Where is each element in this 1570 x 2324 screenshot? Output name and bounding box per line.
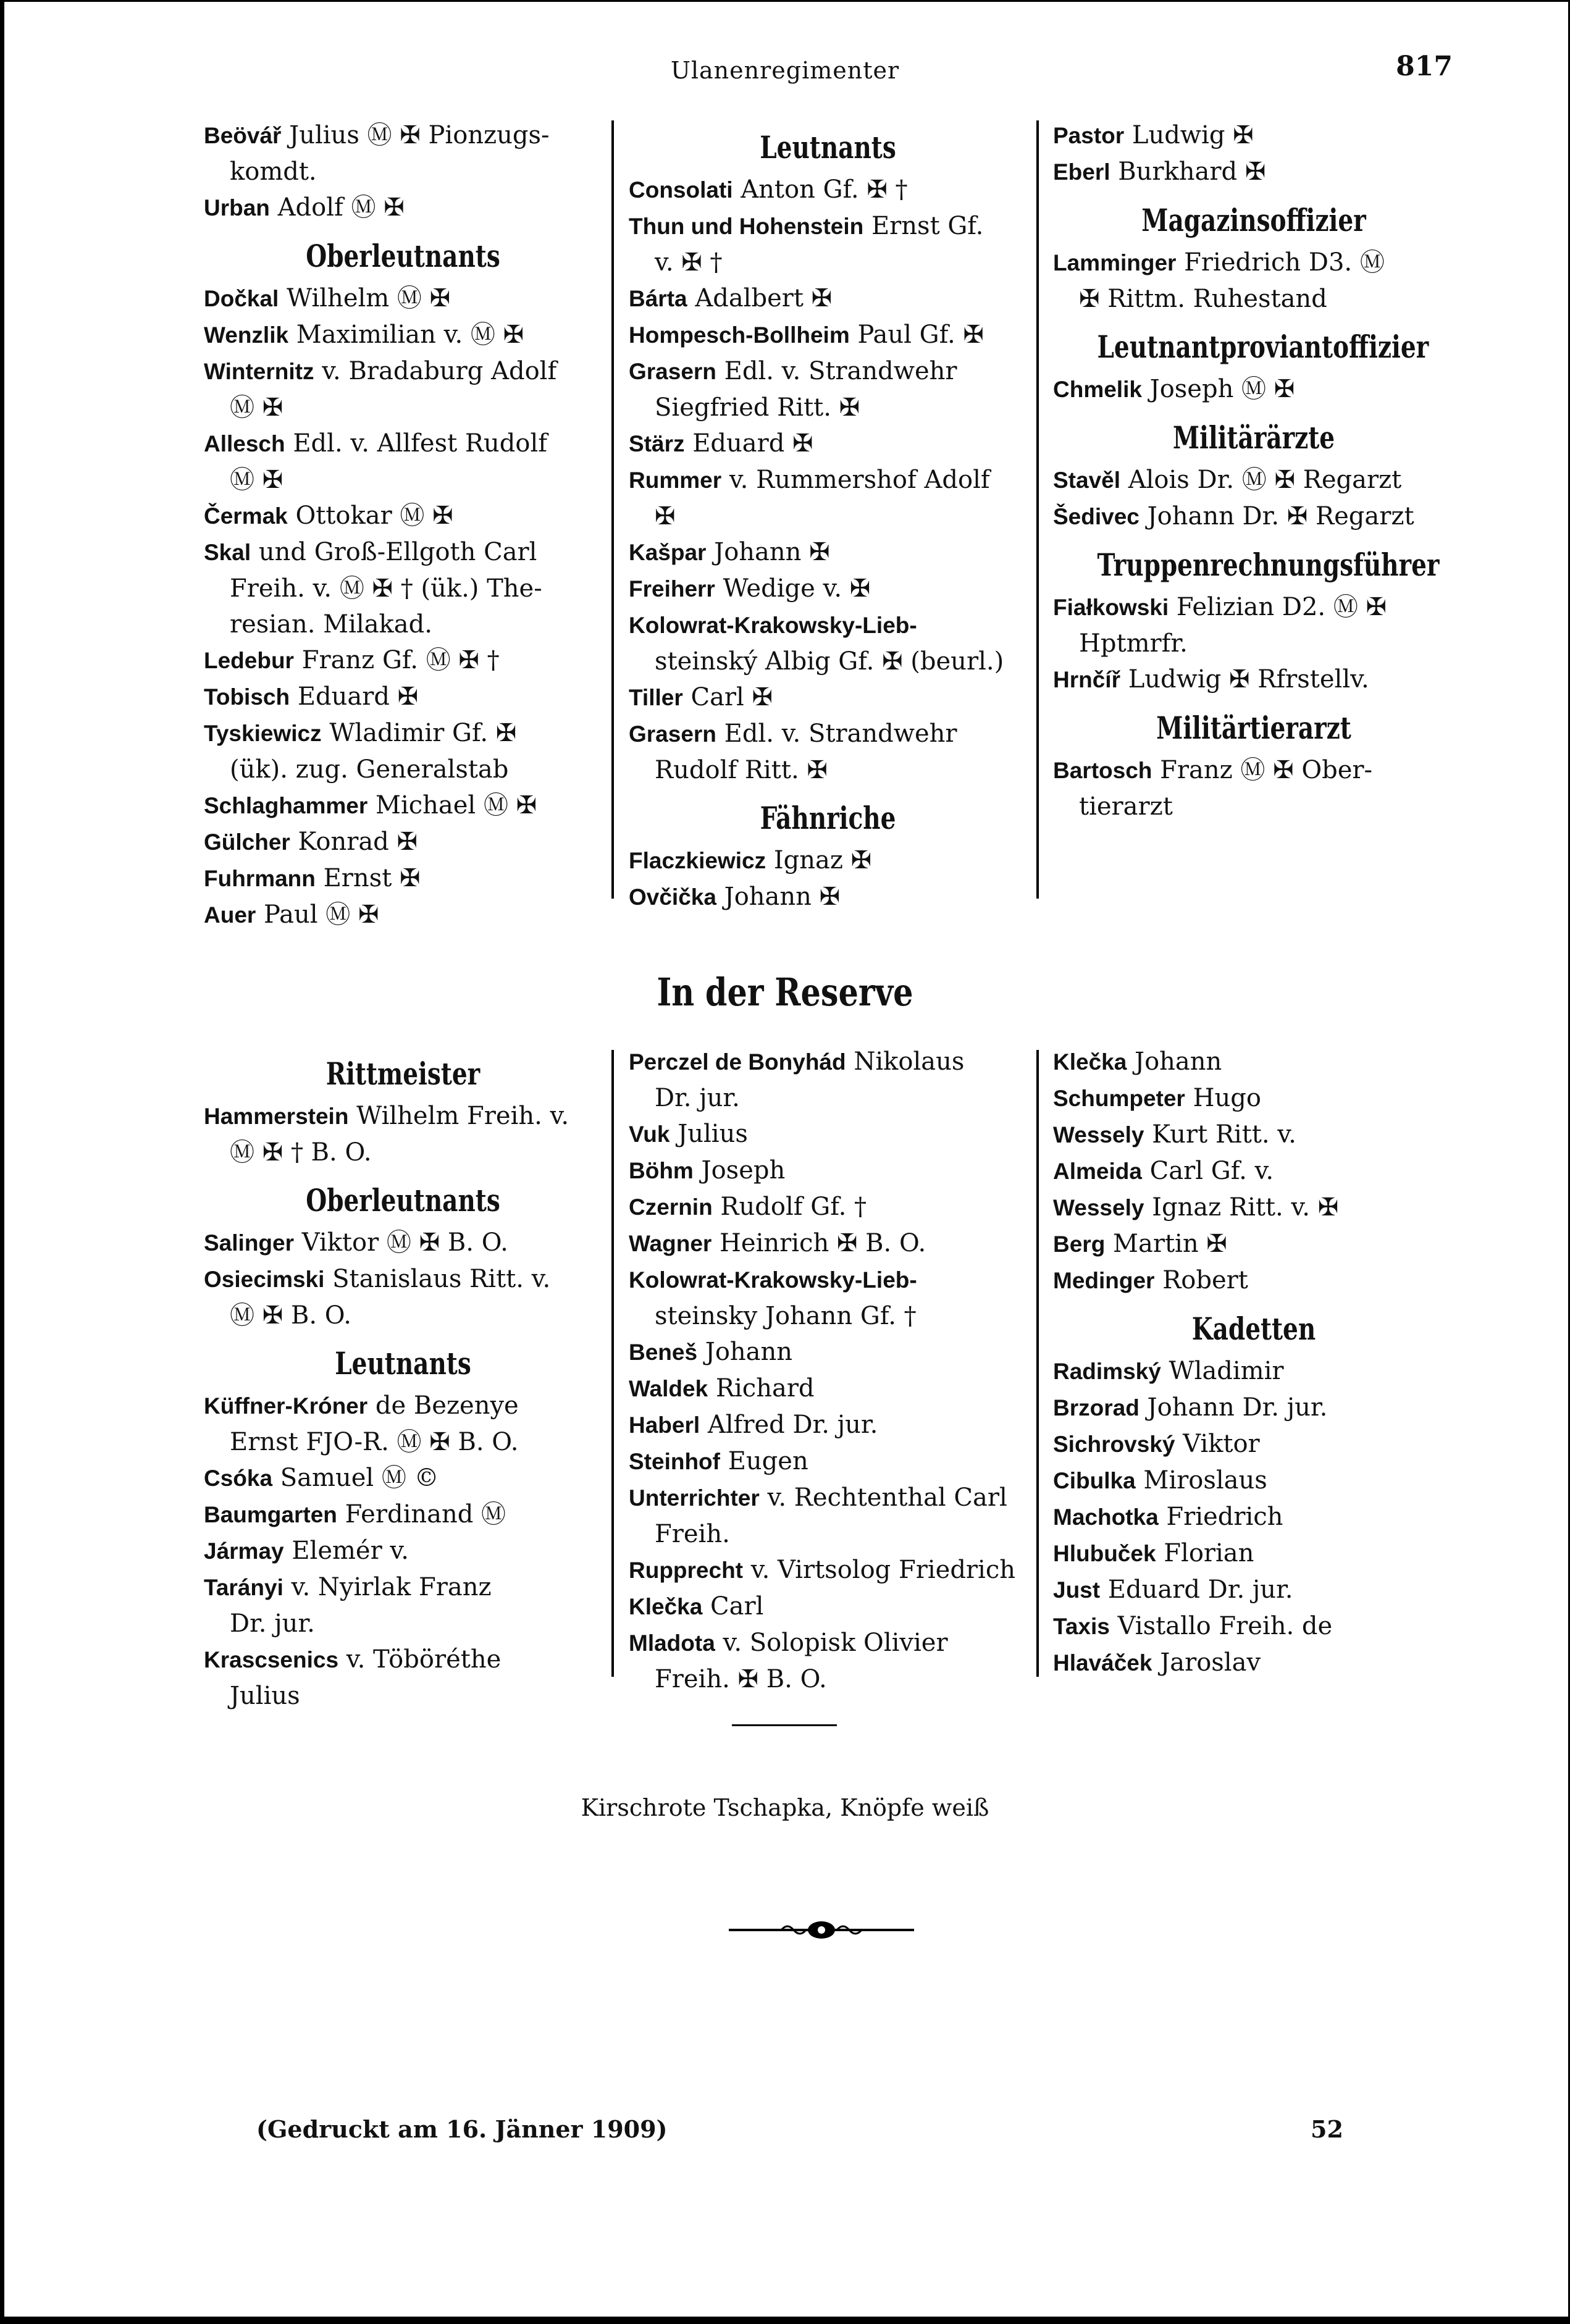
officer-entry (1053, 1117, 1455, 1153)
entry-continuation: v. ✠ † (655, 248, 723, 277)
column-divider (611, 120, 614, 899)
officer-entry (629, 426, 1027, 462)
section-heading: Fähnriche (760, 800, 896, 836)
officer-details: Ernst ✠ (323, 864, 421, 892)
officer-details: Johann Dr. ✠ Regarzt (1147, 502, 1414, 531)
officer-details: Julius Ⓜ ✠ Pionzugs- (289, 121, 550, 149)
top-column-3 (1053, 117, 1455, 824)
entry-continuation: Ⓜ ✠ B. O. (230, 1301, 351, 1330)
officer-surname: Czernin (629, 1194, 713, 1220)
officer-entry (1053, 1499, 1455, 1535)
officer-surname: Schumpeter (1053, 1086, 1185, 1111)
officer-surname: Brzorad (1053, 1395, 1140, 1420)
officer-surname: Vuk (629, 1122, 670, 1147)
officer-surname: Böhm (629, 1158, 694, 1183)
officer-surname: Flaczkiewicz (629, 848, 766, 873)
entry-continuation: ✠ Rittm. Ruhestand (1079, 285, 1327, 313)
officer-details: Anton Gf. ✠ † (741, 175, 908, 204)
officer-details: Julius (678, 1120, 748, 1148)
officer-details: Franz Gf. Ⓜ ✠ † (301, 646, 500, 674)
officer-entry (1053, 245, 1455, 317)
officer-surname: Machotka (1053, 1504, 1159, 1530)
officer-entry (629, 172, 1027, 208)
officer-details: Wilhelm Freih. v. (356, 1102, 569, 1130)
officer-surname: Pastor (1053, 123, 1125, 148)
officer-details: Hugo (1193, 1084, 1261, 1112)
officer-details: Stanislaus Ritt. v. (332, 1265, 551, 1293)
section-heading: Oberleutnants (306, 238, 500, 274)
officer-entry (204, 606, 602, 642)
officer-details: Robert (1162, 1266, 1248, 1294)
officer-entry (204, 1569, 602, 1642)
entry-continuation: (ük). zug. Generalstab (230, 755, 509, 784)
entry-continuation: Dr. jur. (655, 1084, 740, 1112)
officer-details: Johann (1135, 1047, 1222, 1076)
officer-surname: Hammerstein (204, 1104, 349, 1129)
officer-entry (204, 1261, 602, 1333)
column-divider (1036, 1050, 1039, 1677)
reserve-column-1 (204, 1044, 602, 1714)
officer-entry (1053, 371, 1455, 408)
officer-entry (1053, 752, 1455, 824)
officer-entry (629, 280, 1027, 317)
officer-entry (629, 1588, 1027, 1625)
officer-entry (204, 860, 602, 897)
entry-continuation: Ⓜ ✠ (230, 466, 283, 494)
officer-surname: Wagner (629, 1231, 712, 1256)
officer-surname: Stavěl (1053, 468, 1121, 493)
entry-continuation: Julius (230, 1682, 300, 1710)
column-divider (611, 1050, 614, 1677)
officer-details: Nikolaus (854, 1047, 965, 1076)
officer-surname: Haberl (629, 1412, 700, 1438)
officer-details: Ludwig ✠ (1131, 121, 1254, 149)
officer-surname: Sichrovský (1053, 1432, 1175, 1457)
officer-surname: Tyskiewicz (204, 721, 322, 746)
uniform-note: Kirschrote Tschapka, Knöpfe weiß (581, 1794, 989, 1821)
reserve-column-3 (1053, 1044, 1455, 1681)
officer-details: Vistallo Freih. de (1117, 1612, 1333, 1640)
section-heading: Magazinsoffizier (1141, 202, 1366, 238)
officer-details: Eduard ✠ (692, 429, 813, 458)
officer-surname: Consolati (629, 177, 733, 203)
officer-entry (204, 498, 602, 534)
officer-entry (1053, 1572, 1455, 1608)
officer-surname: Tiller (629, 685, 683, 710)
officer-entry (204, 1388, 602, 1460)
officer-entry (1053, 498, 1455, 535)
officer-details: Edl. v. Allfest Rudolf (293, 429, 548, 458)
officer-entry (629, 571, 1027, 607)
top-column-2 (629, 117, 1027, 915)
section-heading: Rittmeister (325, 1055, 481, 1092)
officer-surname: Medinger (1053, 1268, 1155, 1293)
officer-surname: Steinhof (629, 1449, 720, 1474)
running-header-title: Ulanenregimenter (670, 57, 900, 84)
officer-details: Eugen (728, 1447, 808, 1475)
officer-entry (1053, 1426, 1455, 1462)
officer-details: Maximilian v. Ⓜ ✠ (296, 321, 524, 349)
officer-details: Paul Gf. ✠ (857, 321, 984, 349)
officer-details: Edl. v. Strandwehr (724, 719, 957, 748)
officer-surname: Dočkal (204, 286, 279, 311)
entry-continuation: Freih. ✠ B. O. (655, 1665, 827, 1693)
officer-surname: Freiherr (629, 576, 715, 602)
officer-surname: Kolowrat-Krakowsky-Lieb- (629, 613, 917, 638)
officer-surname: Beneš (629, 1340, 698, 1365)
officer-entry (1053, 1153, 1455, 1189)
officer-details: Michael Ⓜ ✠ (376, 791, 537, 820)
officer-details: Joseph Ⓜ ✠ (1149, 375, 1295, 403)
officer-entry (204, 787, 602, 824)
officer-details: Felizian D2. Ⓜ ✠ (1176, 593, 1387, 621)
officer-details: Burkhard ✠ (1118, 157, 1266, 186)
officer-details: Ferdinand Ⓜ (345, 1500, 506, 1529)
officer-entry (629, 1552, 1027, 1588)
officer-surname: Berg (1053, 1231, 1106, 1257)
officer-surname: Schlaghammer (204, 793, 368, 818)
officer-surname: Salinger (204, 1230, 294, 1256)
officer-details: Kurt Ritt. v. (1152, 1120, 1296, 1149)
officer-surname: Jármay (204, 1538, 284, 1564)
officer-details: Carl (710, 1592, 764, 1621)
officer-surname: Grasern (629, 359, 716, 384)
officer-entry (629, 607, 1027, 679)
entry-continuation: Ⓜ ✠ † B. O. (230, 1138, 372, 1167)
officer-entry (204, 1460, 602, 1496)
officer-surname: Fiałkowski (1053, 595, 1169, 620)
officer-surname: Küffner-Króner (204, 1393, 368, 1419)
officer-entry (204, 897, 602, 933)
officer-entry (1053, 1462, 1455, 1499)
officer-surname: Hlaváček (1053, 1650, 1152, 1676)
officer-details: Florian (1164, 1539, 1254, 1567)
officer-entry (204, 1225, 602, 1261)
officer-surname: Just (1053, 1577, 1101, 1603)
entry-continuation: Freih. v. Ⓜ ✠ † (ük.) The- (230, 574, 542, 603)
officer-entry (1053, 1189, 1455, 1226)
officer-surname: Klečka (1053, 1049, 1127, 1075)
officer-details: Ernst Gf. (871, 212, 984, 240)
entry-continuation: Dr. jur. (230, 1609, 315, 1638)
officer-entry (204, 1642, 602, 1714)
officer-entry (204, 280, 602, 317)
officer-entry (204, 642, 602, 679)
section-heading: Truppenrechnungsführer (1097, 547, 1440, 583)
officer-entry (1053, 1044, 1455, 1080)
officer-surname: Almeida (1053, 1159, 1142, 1184)
reserve-column-2 (629, 1044, 1027, 1697)
officer-details: Carl Gf. v. (1149, 1157, 1274, 1185)
officer-entry (629, 1262, 1027, 1334)
officer-details: Ottokar Ⓜ ✠ (295, 501, 453, 530)
officer-surname: Grasern (629, 721, 716, 747)
officer-details: Rudolf Gf. † (720, 1193, 867, 1221)
officer-entry (629, 1334, 1027, 1370)
ornament-divider-icon (723, 1918, 920, 1942)
officer-entry (204, 1533, 602, 1569)
officer-entry (1053, 154, 1455, 190)
officer-details: Edl. v. Strandwehr (724, 357, 957, 385)
sheet-signature: 52 (1311, 2115, 1343, 2143)
officer-details: und Groß-Ellgoth Carl (258, 538, 537, 566)
section-heading: Militärtierarzt (1156, 710, 1351, 746)
officer-details: Samuel Ⓜ © (280, 1464, 439, 1492)
officer-details: Joseph (701, 1156, 786, 1185)
section-heading: Leutnants (335, 1345, 471, 1382)
officer-entry (1053, 1353, 1455, 1390)
officer-entry (204, 190, 602, 226)
officer-entry (629, 716, 1027, 788)
officer-entry (629, 1116, 1027, 1152)
entry-continuation: Siegfried Ritt. ✠ (655, 393, 860, 422)
officer-entry (629, 208, 1027, 280)
officer-surname: Tarányi (204, 1575, 283, 1600)
officer-surname: Tobisch (204, 684, 290, 710)
section-heading: Kadetten (1191, 1311, 1316, 1347)
officer-details: Wedige v. ✠ (723, 574, 871, 603)
officer-entry (204, 426, 602, 498)
officer-surname: Lamminger (1053, 250, 1177, 275)
entry-continuation: steinský Albig Gf. ✠ (beurl.) (655, 647, 1004, 676)
officer-details: Wladimir Gf. ✠ (329, 719, 517, 747)
officer-details: Alfred Dr. jur. (707, 1411, 878, 1439)
officer-details: Franz Ⓜ ✠ Ober- (1160, 756, 1373, 784)
officer-entry (629, 842, 1027, 879)
officer-surname: Winternitz (204, 359, 314, 384)
officer-entry (1053, 1608, 1455, 1645)
officer-entry (1053, 1080, 1455, 1117)
officer-entry (629, 462, 1027, 534)
officer-surname: Unterrichter (629, 1485, 760, 1511)
officer-entry (629, 353, 1027, 426)
officer-details: v. Rechtenthal Carl (767, 1483, 1007, 1512)
entry-continuation: Hptmrfr. (1079, 629, 1188, 658)
officer-details: Miroslaus (1143, 1466, 1267, 1495)
officer-surname: Perczel de Bonyhád (629, 1049, 846, 1075)
officer-entry (1053, 1535, 1455, 1572)
officer-surname: Rummer (629, 468, 722, 493)
officer-details: Ludwig ✠ Rfrstellv. (1128, 665, 1369, 694)
section-heading: Leutnants (760, 129, 896, 166)
reserve-heading: In der Reserve (657, 970, 913, 1015)
officer-entry (629, 879, 1027, 915)
officer-details: Martin ✠ (1113, 1230, 1227, 1258)
entry-continuation: tierarzt (1079, 792, 1173, 821)
officer-surname: Skal (204, 540, 251, 565)
officer-surname: Wessely (1053, 1122, 1144, 1147)
officer-details: Johann ✠ (724, 883, 841, 911)
print-date: (Gedruckt am 16. Jänner 1909) (256, 2115, 668, 2143)
officer-entry (1053, 462, 1455, 498)
officer-surname: Klečka (629, 1594, 703, 1619)
officer-entry (629, 1189, 1027, 1225)
officer-details: Viktor (1183, 1430, 1260, 1458)
officer-details: Alois Dr. Ⓜ ✠ Regarzt (1128, 466, 1402, 494)
officer-entry (204, 317, 602, 353)
column-divider (1036, 120, 1039, 899)
officer-entry (629, 317, 1027, 353)
officer-details: Wladimir (1169, 1357, 1284, 1385)
officer-surname: Waldek (629, 1376, 708, 1401)
officer-entry (204, 679, 602, 715)
officer-surname: Allesch (204, 431, 285, 456)
officer-surname: Thun und Hohenstein (629, 214, 864, 239)
officer-details: Adalbert ✠ (695, 284, 833, 313)
officer-surname: Osiecimski (204, 1267, 325, 1292)
officer-details: v. Rummershof Adolf (729, 466, 990, 494)
officer-surname: Stärz (629, 431, 685, 456)
officer-entry (629, 1407, 1027, 1443)
officer-details: v. Virtsolog Friedrich (750, 1556, 1015, 1584)
officer-surname: Radimský (1053, 1359, 1161, 1384)
page-number: 817 (1396, 51, 1453, 82)
officer-surname: Kašpar (629, 540, 707, 565)
officer-entry (204, 715, 602, 787)
officer-surname: Cibulka (1053, 1468, 1136, 1493)
officer-surname: Taxis (1053, 1614, 1110, 1639)
officer-surname: Kolowrat-Krakowsky-Lieb- (629, 1267, 917, 1293)
officer-details: v. Nyirlak Franz (291, 1573, 492, 1601)
officer-surname: Bartosch (1053, 758, 1152, 783)
officer-surname: Wessely (1053, 1195, 1144, 1220)
officer-details: Wilhelm Ⓜ ✠ (287, 284, 451, 313)
officer-entry (1053, 117, 1455, 154)
officer-details: Konrad ✠ (298, 828, 418, 856)
officer-surname: Ovčička (629, 884, 716, 910)
officer-surname: Hrnčíř (1053, 667, 1120, 692)
officer-entry (1053, 1645, 1455, 1681)
officer-surname: Wenzlik (204, 322, 289, 348)
officer-details: Viktor Ⓜ ✠ B. O. (301, 1228, 508, 1257)
officer-details: Johann Dr. jur. (1147, 1393, 1328, 1422)
officer-details: Elemér v. (292, 1537, 409, 1565)
officer-surname: Csóka (204, 1466, 273, 1491)
entry-continuation: Ernst FJO-R. Ⓜ ✠ B. O. (230, 1428, 519, 1456)
officer-surname: Hompesch-Bollheim (629, 322, 850, 348)
officer-surname: Bárta (629, 286, 687, 311)
officer-entry (1053, 1262, 1455, 1299)
top-column-1 (204, 117, 602, 933)
officer-entry (204, 1098, 602, 1170)
officer-details: Ignaz ✠ (773, 846, 872, 875)
officer-entry (629, 534, 1027, 571)
officer-surname: Hlubuček (1053, 1541, 1156, 1566)
section-heading: Militärärzte (1172, 419, 1335, 456)
officer-details: Jaroslav (1160, 1648, 1261, 1677)
officer-details: v. Bradaburg Adolf (322, 357, 557, 385)
officer-surname: Chmelik (1053, 377, 1142, 402)
officer-entry (1053, 661, 1455, 698)
officer-details: de Bezenye (375, 1391, 519, 1420)
officer-surname: Eberl (1053, 159, 1110, 185)
officer-details: Eduard Dr. jur. (1107, 1575, 1293, 1604)
officer-surname: Gülcher (204, 829, 290, 855)
officer-entry (204, 353, 602, 426)
section-heading: Leutnantproviantoffizier (1097, 329, 1429, 365)
officer-surname: Baumgarten (204, 1502, 337, 1527)
officer-surname: Mladota (629, 1630, 715, 1656)
officer-details: Heinrich ✠ B. O. (720, 1229, 926, 1257)
officer-entry (1053, 589, 1455, 661)
officer-surname: Urban (204, 195, 270, 220)
officer-entry (629, 1443, 1027, 1480)
officer-surname: Fuhrmann (204, 866, 316, 891)
officer-entry (629, 679, 1027, 716)
entry-continuation: Ⓜ ✠ (230, 393, 283, 422)
officer-entry (629, 1225, 1027, 1262)
officer-entry (204, 534, 602, 606)
separator-rule (732, 1724, 837, 1726)
officer-details: Richard (715, 1374, 815, 1403)
officer-details: Friedrich (1166, 1503, 1283, 1531)
section-heading: Oberleutnants (306, 1182, 500, 1219)
officer-surname: Čermak (204, 503, 288, 529)
officer-details: Adolf Ⓜ ✠ (277, 193, 405, 222)
officer-entry (204, 1496, 602, 1533)
officer-entry (204, 117, 602, 190)
officer-details: Johann (705, 1338, 793, 1366)
officer-details: v. Solopisk Olivier (723, 1629, 948, 1657)
officer-entry (204, 824, 602, 860)
officer-details: Carl ✠ (691, 683, 773, 711)
officer-surname: Šedivec (1053, 504, 1140, 529)
officer-surname: Auer (204, 902, 256, 928)
officer-entry (629, 1625, 1027, 1697)
officer-entry (1053, 1226, 1455, 1262)
officer-surname: Rupprecht (629, 1558, 743, 1583)
officer-details: Eduard ✠ (297, 682, 419, 711)
entry-continuation: Freih. (655, 1520, 730, 1548)
entry-continuation: komdt. (230, 157, 317, 186)
officer-entry (629, 1044, 1027, 1116)
officer-entry (629, 1370, 1027, 1407)
entry-continuation: Rudolf Ritt. ✠ (655, 756, 828, 784)
officer-details: v. Töböréthe (346, 1645, 502, 1674)
entry-continuation: steinsky Johann Gf. † (655, 1302, 917, 1330)
officer-entry (1053, 1390, 1455, 1426)
officer-surname: Krascsenics (204, 1647, 339, 1672)
officer-surname: Beövář (204, 123, 282, 148)
entry-continuation: ✠ (655, 502, 676, 531)
entry-continuation: resian. Milakad. (230, 610, 432, 639)
officer-details: Ignaz Ritt. v. ✠ (1152, 1193, 1339, 1222)
officer-details: Johann ✠ (714, 538, 830, 566)
officer-entry (629, 1480, 1027, 1552)
officer-details: Paul Ⓜ ✠ (264, 900, 379, 929)
officer-entry (629, 1152, 1027, 1189)
officer-surname: Ledebur (204, 648, 294, 673)
officer-details: Friedrich D3. Ⓜ (1184, 248, 1385, 277)
